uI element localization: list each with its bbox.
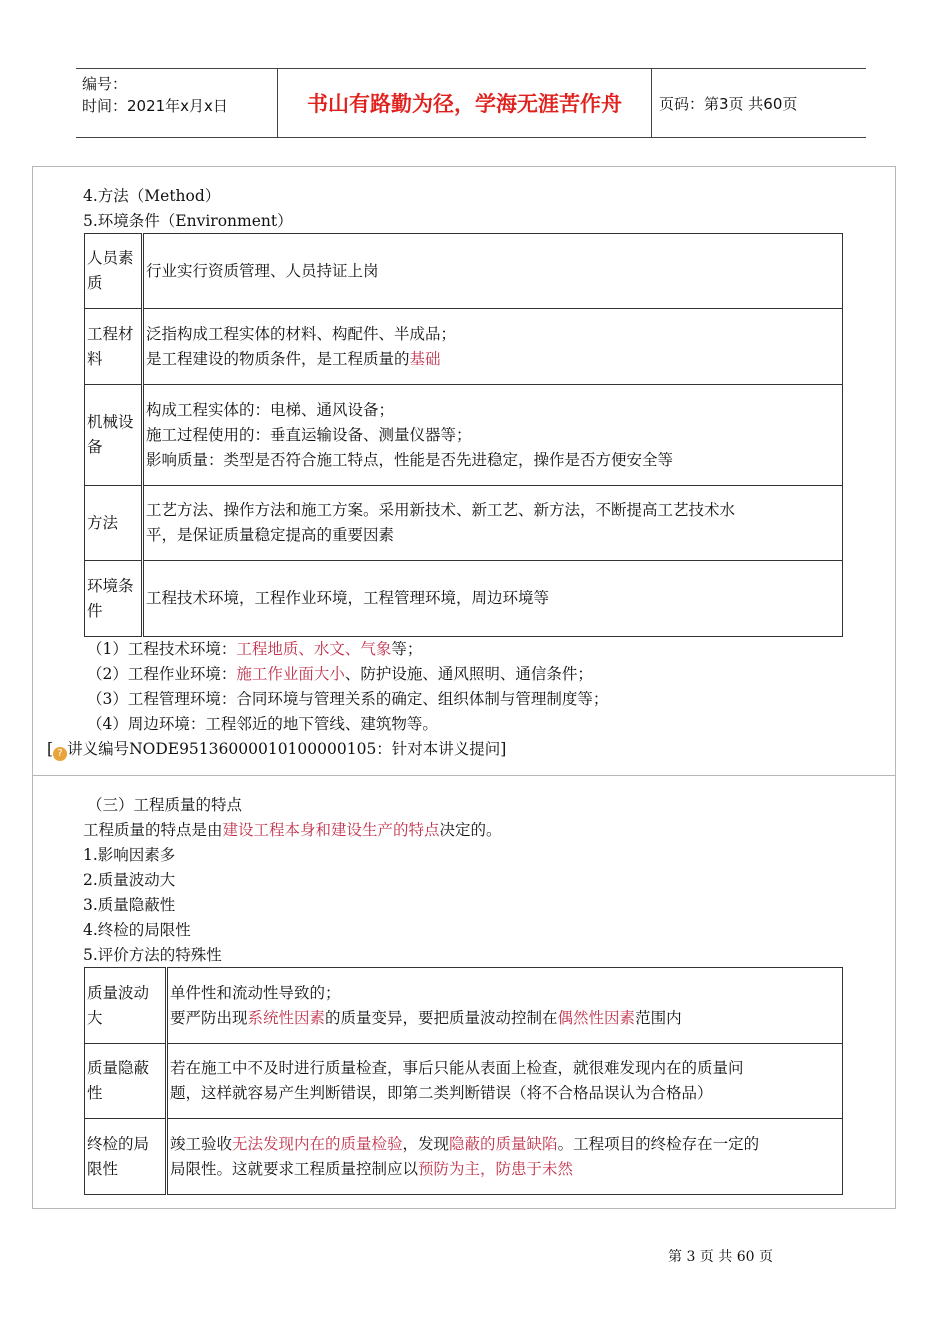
section-box-2: [32, 775, 896, 1209]
row-key: 终检的局限性: [85, 1119, 167, 1195]
env-line-4: （4）周边环境：工程邻近的地下管线、建筑物等。: [87, 715, 438, 733]
row-key: 质量隐蔽性: [85, 1044, 167, 1119]
row-value: 构成工程实体的：电梯、通风设备； 施工过程使用的：垂直运输设备、测量仪器等； 影响质量：类型是否符合施工特点，性能是否先进稳定，操作是否方便安全等: [143, 385, 843, 486]
header-meta: [82, 73, 228, 117]
list-item: 4.终检的局限性: [83, 921, 191, 939]
question-icon[interactable]: ?: [53, 747, 67, 761]
line-method: 4.方法（Method）: [83, 187, 221, 205]
intro-line: 工程质量的特点是由建设工程本身和建设生产的特点决定的。: [83, 821, 502, 839]
page-header: [76, 68, 866, 138]
row-key: 质量波动大: [85, 968, 167, 1044]
row-value: 工程技术环境，工程作业环境，工程管理环境，周边环境等: [143, 561, 843, 637]
env-line-1: （1）工程技术环境：工程地质、水文、气象等；: [87, 640, 423, 658]
list-item: 5.评价方法的特殊性: [83, 946, 222, 964]
list-item: 3.质量隐蔽性: [83, 896, 176, 914]
number-label: 编号：: [82, 75, 128, 93]
row-value: 行业实行资质管理、人员持证上岗: [143, 234, 843, 309]
table-row: [85, 385, 843, 486]
table-row: [85, 486, 843, 561]
list-item: 1.影响因素多: [83, 846, 176, 864]
row-key: 方法: [85, 486, 143, 561]
time-label: 时间：2021年x月x日: [82, 97, 228, 115]
row-value: 竣工验收无法发现内在的质量检验，发现隐蔽的质量缺陷。工程项目的终检存在一定的 局限性。这就要求工程质量控制应以预防为主，防患于未然: [167, 1119, 843, 1195]
section-title: （三）工程质量的特点: [87, 796, 243, 814]
list-item: 2.质量波动大: [83, 871, 176, 889]
env-line-2: （2）工程作业环境：施工作业面大小、防护设施、通风照明、通信条件；: [87, 665, 593, 683]
row-value: 若在施工中不及时进行质量检查，事后只能从表面上检查，就很难发现内在的质量问 题，这样就容易产生判断错误，即第二类判断错误（将不合格品误认为合格品）: [167, 1044, 843, 1119]
table-row: [85, 968, 843, 1044]
factor-table: [84, 233, 843, 637]
table-row: [85, 1044, 843, 1119]
row-value: 单件性和流动性导致的； 要严防出现系统性因素的质量变异，要把质量波动控制在偶然性因素范围内: [167, 968, 843, 1044]
table-row: [85, 234, 843, 309]
page-label: 页码：第3页 共60页: [659, 95, 798, 113]
row-key: 人员素质: [85, 234, 143, 309]
row-value: 泛指构成工程实体的材料、构配件、半成品； 是工程建设的物质条件，是工程质量的基础: [143, 309, 843, 385]
feature-table: [84, 967, 843, 1195]
row-key: 环境条件: [85, 561, 143, 637]
table-row: [85, 309, 843, 385]
motto: 书山有路勤为径，学海无涯苦作舟: [277, 69, 652, 137]
handout-note[interactable]: [ ? 讲义编号NODE95136000010100000105：针对本讲义提问]: [47, 740, 507, 759]
handout-note-link[interactable]: 讲义编号NODE95136000010100000105：针对本讲义提问]: [67, 740, 507, 758]
line-environment: 5.环境条件（Environment）: [83, 212, 293, 230]
page-footer: 第 3 页 共 60 页: [668, 1249, 773, 1265]
table-row: [85, 561, 843, 637]
table-row: [85, 1119, 843, 1195]
row-value: 工艺方法、操作方法和施工方案。采用新技术、新工艺、新方法，不断提高工艺技术水 平，是保证质量稳定提高的重要因素: [143, 486, 843, 561]
env-line-3: （3）工程管理环境：合同环境与管理关系的确定、组织体制与管理制度等；: [87, 690, 609, 708]
row-key: 工程材料: [85, 309, 143, 385]
row-key: 机械设备: [85, 385, 143, 486]
section-box-1: [32, 166, 896, 776]
